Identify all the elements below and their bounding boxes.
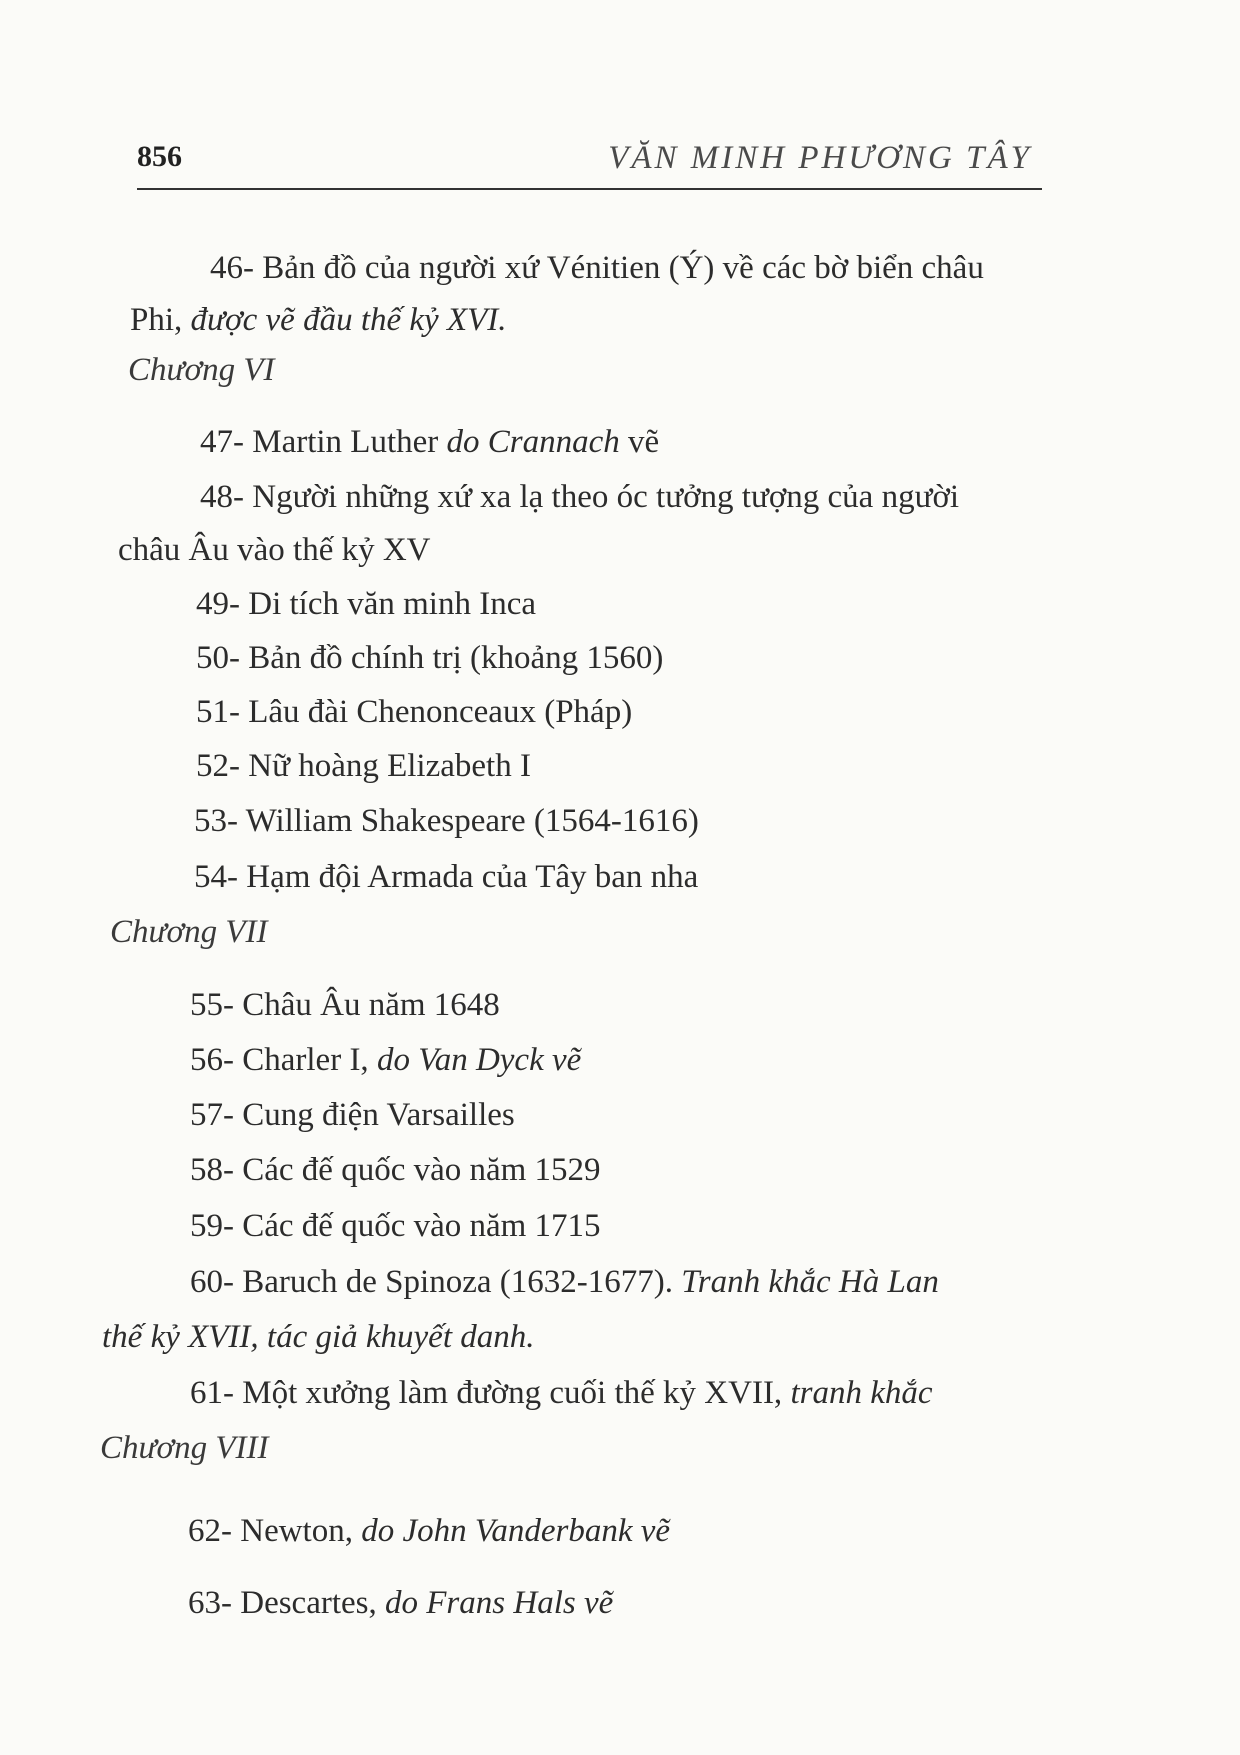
entry-46-line-2 [130, 300, 507, 340]
entry-48-line-2: châu Âu vào thế kỷ XV [118, 532, 431, 568]
entry-55: 55- Châu Âu năm 1648 [190, 987, 500, 1023]
entry-61-text: 61- Một xưởng làm đường cuối thế kỷ XVII, [190, 1375, 791, 1411]
entry-60-text: 60- Baruch de Spinoza (1632-1677). [190, 1264, 682, 1300]
entry-60-italic: Tranh khắc Hà Lan [681, 1264, 939, 1300]
entry-60-italic-2: thế kỷ XVII, tác giả khuyết danh. [102, 1319, 535, 1355]
entry-46-line-1: 46- Bản đồ của người xứ Vénitien (Ý) về các bờ biển châu [210, 250, 984, 286]
chapter-heading-vii: Chương VII [110, 914, 268, 950]
entry-47-italic: do Crannach [446, 424, 620, 460]
entry-49: 49- Di tích văn minh Inca [196, 586, 536, 622]
entry-62-italic: do John Vanderbank vẽ [361, 1513, 671, 1549]
chapter-heading-viii: Chương VIII [100, 1430, 269, 1466]
entry-58: 58- Các đế quốc vào năm 1529 [190, 1152, 601, 1188]
entry-63 [188, 1583, 613, 1623]
entry-57: 57- Cung điện Varsailles [190, 1097, 515, 1133]
entry-62-text: 62- Newton, [188, 1513, 362, 1549]
page-header [137, 136, 1042, 190]
entry-62 [188, 1511, 670, 1551]
chapter-heading-vi: Chương VI [128, 352, 275, 388]
entry-56-text: 56- Charler I, [190, 1042, 377, 1078]
entry-63-text: 63- Descartes, [188, 1585, 386, 1621]
entry-47-text: 47- Martin Luther [200, 424, 447, 460]
entry-51: 51- Lâu đài Chenonceaux (Pháp) [196, 694, 633, 730]
entry-54: 54- Hạm đội Armada của Tây ban nha [194, 859, 699, 895]
entry-61-italic: tranh khắc [790, 1375, 933, 1411]
entry-52: 52- Nữ hoàng Elizabeth I [196, 748, 531, 784]
entry-48-line-1: 48- Người những xứ xa lạ theo óc tưởng tượng của người [200, 479, 960, 515]
entry-47-tail: vẽ [619, 424, 660, 460]
entry-47 [200, 422, 659, 462]
entry-46-italic: được vẽ đầu thế kỷ XVI. [190, 302, 507, 338]
entry-59: 59- Các đế quốc vào năm 1715 [190, 1208, 601, 1244]
entry-53: 53- William Shakespeare (1564-1616) [194, 803, 699, 839]
running-title: VĂN MINH PHƯƠNG TÂY [608, 140, 1032, 176]
page-number: 856 [137, 140, 182, 173]
entry-56 [190, 1040, 581, 1080]
entry-63-italic: do Frans Hals vẽ [385, 1585, 614, 1621]
entry-61 [190, 1373, 933, 1413]
entry-56-italic: do Van Dyck vẽ [376, 1042, 582, 1078]
entry-46-text: Phi, [130, 302, 191, 338]
entry-60-line-2 [102, 1317, 535, 1357]
entry-60-line-1 [190, 1262, 939, 1302]
entry-50: 50- Bản đồ chính trị (khoảng 1560) [196, 640, 664, 676]
